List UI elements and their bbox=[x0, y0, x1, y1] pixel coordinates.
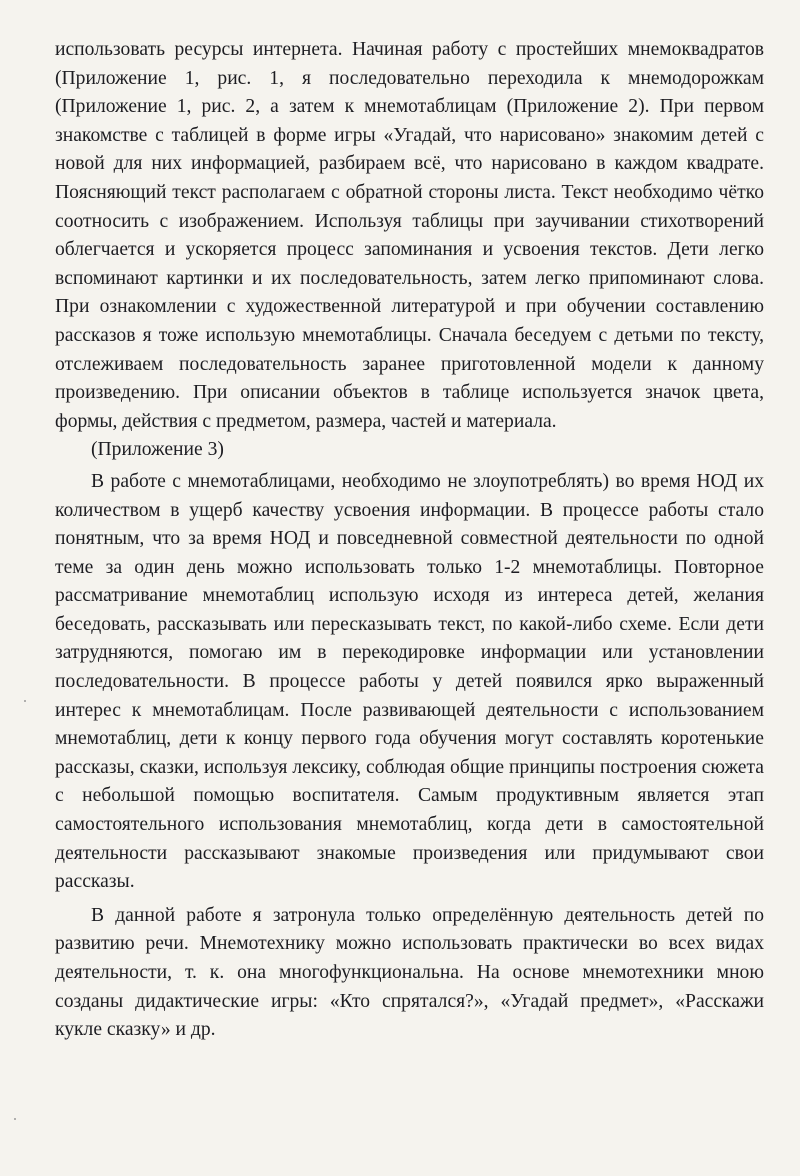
paragraph-appendix-ref: (Приложение 3) bbox=[91, 439, 224, 461]
scan-speck bbox=[24, 700, 26, 702]
paragraph-3: В данной работе я затронула только определённую деятельность детей по развитию речи. Мнемотехнику можно использовать практически во всех видах деятельности, т. к. она многофункциональна. На основе мнемотехники мною созданы дидактические игры: «Кто спрятался?», «Угадай предмет», «Расскажи кукле сказку» и др. bbox=[55, 904, 764, 1041]
scan-speck bbox=[14, 1118, 16, 1120]
paragraph-2: В работе с мнемотаблицами, необходимо не злоупотреблять) во время НОД их количеством в ущерб качеству усвоения информации. В процессе работы стало понятным, что за время НОД и повседневной совместной деятельности по одной теме за один день можно использовать только 1-2 мнемотаблицы. Повторное рассматривание мнемотаблиц использую исходя из интереса детей, желания беседовать, рассказывать или пересказывать текст, по какой-либо схеме. Если дети затрудняются, помогаю им в перекодировке информации или установлении последовательности. В процессе работы у детей появился ярко выраженный интерес к мнемотаблицам. После развивающей деятельности с использованием мнемотаблиц, дети к концу первого года обучения могут составлять коротенькие рассказы, сказки, используя лексику, соблюдая общие принципы построения сюжета с небольшой помощью воспитателя. Самым продуктивным является этап самостоятельного использования мнемотаблиц, когда дети в самостоятельной деятельности рассказывают знакомые произведения или придумывают свои рассказы. bbox=[55, 470, 764, 893]
paragraph-1: использовать ресурсы интернета. Начиная работу с простейших мнемоквадратов (Приложение 1, рис. 1, я последовательно переходила к мнемодорожкам (Приложение 1, рис. 2, а затем к мнемотаблицам (Приложение 2). При первом знакомстве с таблицей в форме игры «Угадай, что нарисовано» знакомим детей с новой для них информацией, разбираем всё, что нарисовано в каждом квадрате. Поясняющий текст располагаем с обратной стороны листа. Текст необходимо чётко соотносить с изображением. Используя таблицы при заучивании стихотворений облегчается и ускоряется процесс запоминания и усвоения текстов. Дети легко вспоминают картинки и их последовательность, затем легко припоминают слова. При ознакомлении с художественной литературой и при обучении составлению рассказов я тоже использую мнемотаблицы. Сначала беседуем с детьми по тексту, отслеживаем последовательность заранее приготовленной модели к данному произведению. При описании объектов в таблице используется значок цвета, формы, действия с предметом, размера, частей и материала. bbox=[55, 39, 764, 432]
